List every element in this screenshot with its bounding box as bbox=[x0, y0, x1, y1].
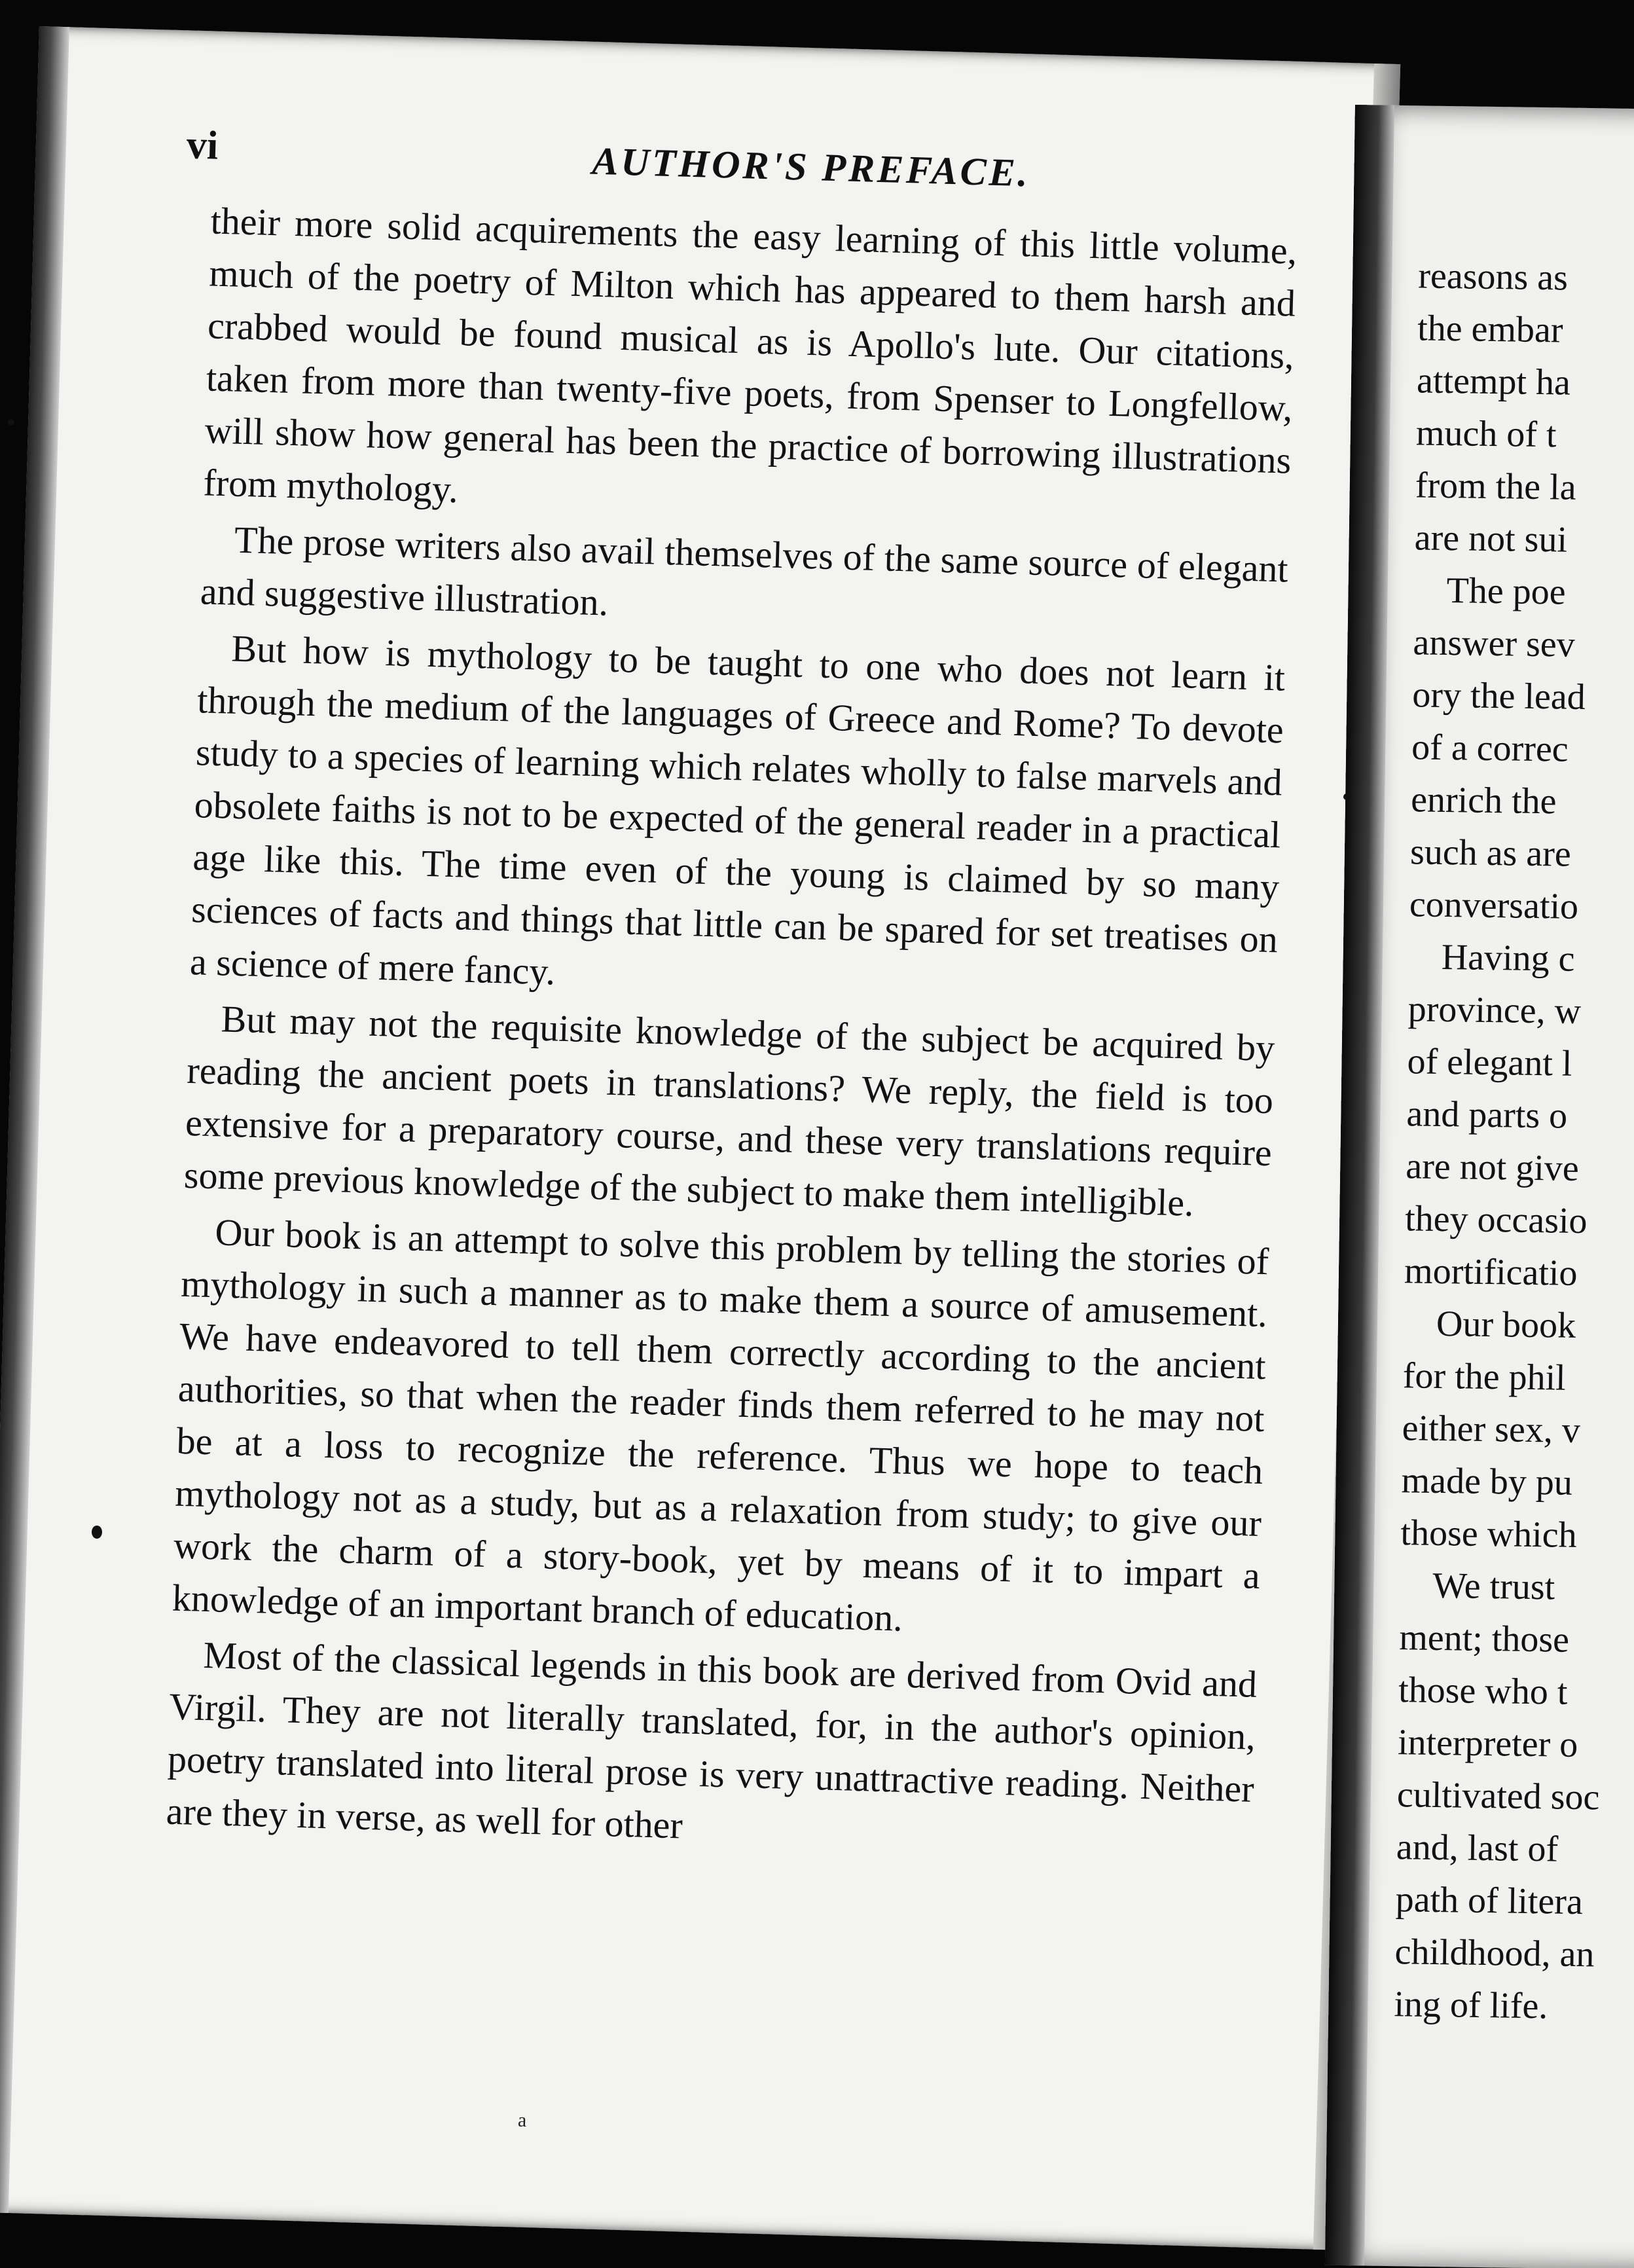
text-line: cultivated soc bbox=[1396, 1774, 1600, 1818]
text-line: from the la bbox=[1415, 465, 1576, 508]
text-line: made by pu bbox=[1401, 1460, 1573, 1503]
text-line: and parts o bbox=[1406, 1093, 1568, 1137]
text-line: attempt ha bbox=[1416, 360, 1571, 403]
scan-speck bbox=[8, 419, 14, 426]
text-line: The poe bbox=[1446, 570, 1566, 613]
text-line: ory the lead bbox=[1411, 674, 1586, 718]
text-line: ment; those bbox=[1398, 1617, 1570, 1660]
paragraph: their more solid acquirements the easy learning of this little volume, much of the poetry of Milton which has appeared to them harsh and crabbed would be found musical as is Apollo's lute. Our citations, taken from more than twenty-five poets, from Spenser to Longfellow, will show how general has been the practice of borrowing illustrations from mythology. bbox=[202, 199, 1298, 511]
text-line: either sex, v bbox=[1402, 1408, 1581, 1451]
text-line: those who t bbox=[1398, 1670, 1568, 1713]
text-line: of a correc bbox=[1411, 727, 1569, 770]
right-page-body bbox=[1394, 249, 1634, 2035]
page-edge-shadow bbox=[0, 26, 69, 2213]
paragraph: Most of the classical legends in this book are derived from Ovid and Virgil. They are not literally translated, for, in the author's opinion, poetry translated into literal prose is very unattractive reading. Neither are they in verse, as well for other bbox=[166, 1633, 1258, 1847]
running-head: AUTHOR'S PREFACE. bbox=[591, 139, 1031, 195]
text-line: Our book bbox=[1436, 1303, 1576, 1346]
paragraph: But may not the requisite knowledge of the subject be acquired by reading the ancient poets in translations? We reply, the field is too extensive for a preparatory course, and these very translations require some previous knowledge of the subject to make them intelligible. bbox=[183, 997, 1276, 1224]
right-page bbox=[1325, 105, 1634, 2268]
text-line: they occasio bbox=[1404, 1198, 1588, 1242]
paragraph: Our book is an attempt to solve this problem by telling the stories of mythology in such a manner as to make them a source of amusement. We have endeavored to tell them correctly according to the ancient authorities, so that when the reader finds them referred to he may not be at a loss to recognize the reference. Thus we hope to teach mythology not as a study, but as a relaxation from study; to give our work the charm of a story-book, yet by means of it to impart a knowledge of an important branch of education. bbox=[172, 1211, 1269, 1639]
text-line: and, last of bbox=[1396, 1827, 1559, 1870]
footer-mark: a bbox=[517, 2109, 527, 2132]
text-line: are not sui bbox=[1414, 517, 1568, 560]
text-line: are not give bbox=[1405, 1146, 1580, 1189]
left-page bbox=[0, 26, 1400, 2250]
text-line: answer sev bbox=[1413, 622, 1576, 665]
text-line: ing of life. bbox=[1394, 1984, 1548, 2027]
text-line: path of litera bbox=[1395, 1879, 1584, 1923]
text-line: of elegant l bbox=[1407, 1041, 1572, 1084]
scan-speck bbox=[1343, 794, 1350, 800]
left-page-body bbox=[166, 194, 1298, 1871]
text-line: interpreter o bbox=[1397, 1722, 1578, 1765]
text-line: much of t bbox=[1415, 412, 1557, 456]
text-line: for the phil bbox=[1402, 1355, 1567, 1399]
text-line: such as are bbox=[1409, 832, 1572, 875]
text-line: those which bbox=[1400, 1512, 1578, 1556]
text-line: reasons as bbox=[1417, 255, 1569, 299]
text-line: conversatio bbox=[1409, 884, 1579, 927]
text-line: enrich the bbox=[1410, 779, 1557, 822]
text-line: We trust bbox=[1432, 1565, 1555, 1608]
text-line: province, w bbox=[1407, 989, 1582, 1032]
page-folio: vi bbox=[186, 122, 219, 168]
text-line: the embar bbox=[1417, 308, 1563, 351]
text-line: Having c bbox=[1441, 936, 1575, 979]
scan-speck bbox=[92, 1526, 102, 1539]
text-line: childhood, an bbox=[1394, 1931, 1595, 1975]
page-header bbox=[35, 118, 1398, 208]
paragraph: The prose writers also avail themselves of the same source of elegant and suggestive illustration. bbox=[200, 518, 1289, 624]
paragraph: But how is mythology to be taught to one who does not learn it through the medium of the languages of Greece and Rome? To devote study to a species of learning which relates wholly to false marvels and obsolete faiths is not to be expected of the general reader in a practical age like this. The time even of the young is claimed by so many sciences of facts and things that little can be spared for set treatises on a science of mere fancy. bbox=[189, 627, 1286, 993]
text-line: mortificatio bbox=[1404, 1251, 1578, 1294]
